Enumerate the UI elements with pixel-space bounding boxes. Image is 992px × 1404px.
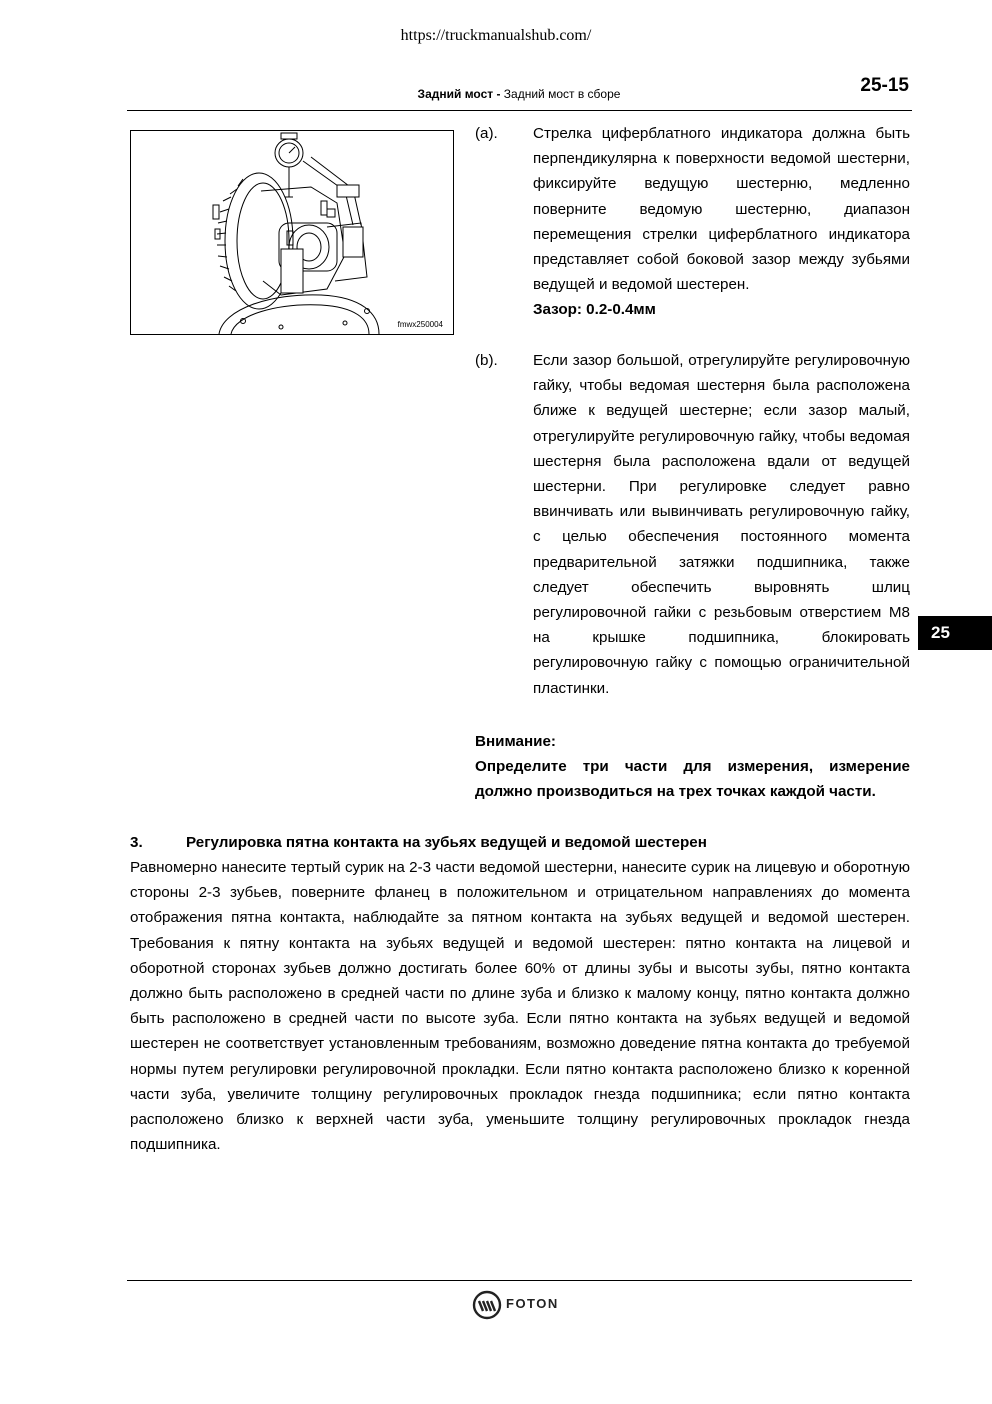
step-b-text: Если зазор большой, отрегулируйте регулировочную гайку, чтобы ведомая шестерня была расположена ближе к ведущей шестерне; если зазор малый, отрегулируйте регулировочную гайку, чтобы ведомая шестерня была расположена вдали от ведущей шестерни. При регулировке следует равно ввинчивать или вывинчивать регулировочную гайку, с целью обеспечения постоянного момента предварительной затяжки подшипника, также следует обеспечить выровнять шлиц регулировочной гайки с резьбовым отверстием М8 на крышке подшипника, блокировать регулировочную гайку с помощью ограничительной пластинки. xyxy=(533,352,910,697)
chapter-side-tab: 25 xyxy=(918,616,992,650)
figure-code: fmwx250004 xyxy=(397,320,443,329)
gap-spec: Зазор: 0.2-0.4мм xyxy=(533,301,656,319)
step-b-marker: (b). xyxy=(475,352,498,369)
step-a-body: Стрелка циферблатного индикатора должна быть перпендикулярна к поверхности ведомой шестерни, фиксируйте ведущую шестерню, медленно поверните ведомую шестерню, диапазон перемещения стрелки циферблатного индикатора представляет собой боковой зазор между зубьями ведущей и ведомой шестерен. xyxy=(533,125,910,294)
section-title: Задний мост в сборе xyxy=(500,87,621,101)
foton-logo xyxy=(472,1288,572,1322)
chapter-title: Задний мост - xyxy=(417,87,501,101)
footer-rule xyxy=(127,1280,912,1281)
section-body: Равномерно нанесите тертый сурик на 2-3 части ведомой шестерни, нанесите сурик на лицевую и оборотную стороны 2-3 зубьев, поверните фланец в положительном и отрицательном направлениях до момента отображения пятна контакта, наблюдайте за пятном контакта на зубьях ведущей и ведомой шестерен. Требования к пятну контакта на зубьях ведущей и ведомой шестерен: пятно контакта на лицевой и оборотной сторонах зубьев должно достигать более 60% от длины зубы и высоты зубы, пятно контакта должно быть расположено в средней части по длине зуба и близко к малому концу, пятно контакта должно быть расположено в средней части по высоте зуба. Если пятно контакта на зубьях ведущей и ведомой шестерен не соответствует установленным требованиям, возможно доведение пятна контакта до требуемой нормы путем регулировки регулировочной прокладки. Если пятно контакта расположено близко к коренной части зуба, увеличите толщину регулировочных прокладок гнезда подшипника; если пятно контакта расположено близко к верхней части зуба, уменьшите толщину регулировочных прокладок гнезда подшипника. xyxy=(130,859,910,1154)
chapter-header xyxy=(0,87,992,101)
step-a-marker: (a). xyxy=(475,125,498,142)
warning-text: Определите три части для измерения, измерение должно производиться на трех точках каждой части. xyxy=(475,758,910,801)
differential-illustration xyxy=(131,131,453,334)
warning-title: Внимание: xyxy=(475,733,556,750)
source-url: https://truckmanualshub.com/ xyxy=(400,27,592,44)
step-a-text xyxy=(533,121,910,323)
section-heading: Регулировка пятна контакта на зубьях ведущей и ведомой шестерен xyxy=(186,834,707,851)
header-rule xyxy=(127,110,912,111)
foton-logo-icon xyxy=(472,1290,502,1320)
page-number: 25-15 xyxy=(860,75,909,96)
brand-name: FOTON xyxy=(506,1296,559,1311)
differential-dial-indicator-figure xyxy=(130,130,454,335)
section-number: 3. xyxy=(130,834,143,851)
